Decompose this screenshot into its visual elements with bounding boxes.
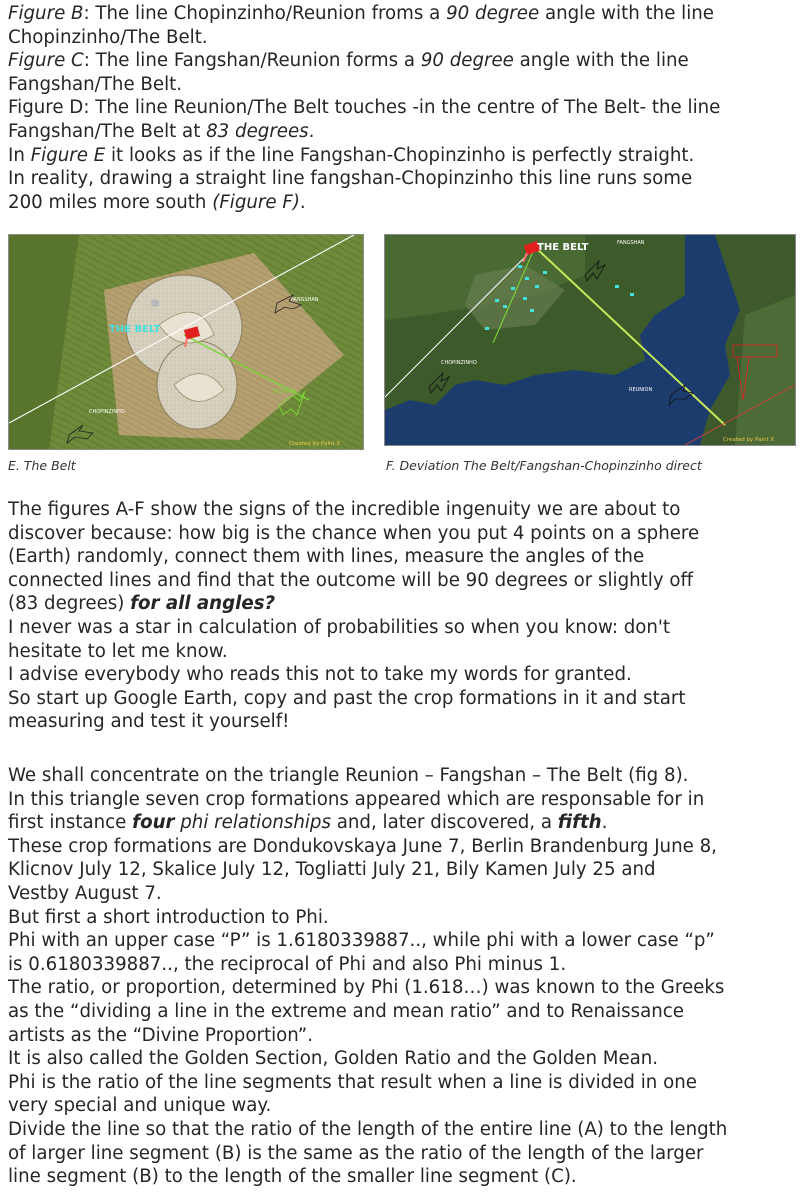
triangle-line-3: first instance four phi relationships and, later discovered, a fifth. — [8, 812, 608, 834]
intro-line-9: 200 miles more south (Figure F). — [8, 191, 306, 213]
probability-line-1: The figures A-F show the signs of the incredible ingenuity we are about to — [8, 499, 681, 520]
fig-f-belt-label: THE BELT — [537, 242, 589, 253]
figure-f-caption: F. Deviation The Belt/Fangshan-Chopinzinho direct — [386, 458, 702, 473]
probability-line-2: discover because: how big is the chance when you put 4 points on a sphere — [8, 522, 700, 544]
triangle-line-6: Vestby August 7. — [8, 882, 162, 904]
triangle-line-1: We shall concentrate on the triangle Reunion – Fangshan – The Belt (fig 8). — [8, 765, 689, 786]
intro-line-6: Fangshan/The Belt at 83 degrees. — [8, 120, 315, 142]
triangle-line-13: It is also called the Golden Section, Golden Ratio and the Golden Mean. — [8, 1048, 659, 1070]
intro-line-4: Fangshan/The Belt. — [8, 73, 183, 95]
fig-e-fangshan-label: FANGSHAN — [291, 297, 319, 303]
probability-paragraph — [8, 498, 796, 734]
fig-e-reunion-label: REUNION — [273, 389, 297, 395]
fig-f-reunion-label: REUNION — [629, 387, 653, 393]
triangle-phi-paragraph — [8, 764, 796, 1189]
triangle-line-5: Klicnov July 12, Skalice July 12, Togliatti July 21, Bily Kamen July 25 and — [8, 859, 656, 881]
probability-line-5: (83 degrees) for all angles? — [8, 593, 276, 615]
crop-formation-illustration — [9, 235, 363, 449]
probability-line-9: So start up Google Earth, copy and past the crop formations in it and start — [8, 687, 686, 709]
intro-line-2: Chopinzinho/The Belt. — [8, 26, 208, 48]
intro-line-3: Figure C: The line Fangshan/Reunion forms a 90 degree angle with the line — [8, 50, 689, 72]
probability-line-8: I advise everybody who reads this not to take my words for granted. — [8, 664, 632, 686]
intro-line-1: Figure B: The line Chopinzinho/Reunion froms a 90 degree angle with the line — [8, 3, 714, 24]
figure-e-crop-formation-image — [8, 234, 364, 450]
probability-line-3: (Earth) randomly, connect them with lines, measure the angles of the — [8, 546, 645, 568]
triangle-line-17: of larger line segment (B) is the same as the ratio of the length of the larger — [8, 1142, 704, 1164]
triangle-line-18: line segment (B) to the length of the smaller line segment (C). — [8, 1166, 577, 1188]
fig-e-credit: Created by Paint X — [289, 441, 341, 447]
triangle-line-16: Divide the line so that the ratio of the length of the entire line (A) to the length — [8, 1118, 728, 1140]
map-illustration — [385, 235, 795, 445]
intro-line-7: In Figure E it looks as if the line Fangshan-Chopinzinho is perfectly straight. — [8, 144, 695, 166]
figure-e-caption: E. The Belt — [8, 458, 76, 473]
intro-line-8: In reality, drawing a straight line fangshan-Chopinzinho this line runs some — [8, 168, 693, 190]
triangle-line-14: Phi is the ratio of the line segments that result when a line is divided in one — [8, 1071, 697, 1093]
probability-line-6: I never was a star in calculation of probabilities so when you know: don't — [8, 616, 671, 638]
triangle-line-2: In this triangle seven crop formations appeared which are responsable for in — [8, 788, 705, 810]
fig-f-chopinzinho-label: CHOPINZINHO — [441, 360, 477, 366]
triangle-line-7: But first a short introduction to Phi. — [8, 906, 329, 928]
probability-line-10: measuring and test it yourself! — [8, 711, 290, 733]
fig-f-credit: Created by Paint X — [723, 437, 775, 443]
figure-f-satellite-map — [384, 234, 796, 446]
triangle-line-12: artists as the “Divine Proportion”. — [8, 1024, 313, 1046]
intro-line-5: Figure D: The line Reunion/The Belt touches -in the centre of The Belt- the line — [8, 97, 721, 119]
triangle-line-4: These crop formations are Dondukovskaya June 7, Berlin Brandenburg June 8, — [8, 835, 717, 857]
intro-paragraph — [8, 2, 796, 214]
fig-e-chopinzinho-label: CHOPINZINHO — [89, 409, 125, 415]
fig-f-fangshan-label: FANGSHAN — [617, 240, 645, 246]
triangle-line-15: very special and unique way. — [8, 1095, 272, 1117]
fig-e-belt-label: THE BELT — [109, 324, 161, 335]
probability-line-4: connected lines and find that the outcome will be 90 degrees or slightly off — [8, 569, 694, 591]
triangle-line-9: is 0.6180339887.., the reciprocal of Phi and also Phi minus 1. — [8, 953, 567, 975]
triangle-line-11: as the “dividing a line in the extreme and mean ratio” and to Renaissance — [8, 1000, 684, 1022]
triangle-line-10: The ratio, or proportion, determined by Phi (1.618…) was known to the Greeks — [8, 977, 725, 999]
probability-line-7: hesitate to let me know. — [8, 640, 228, 662]
triangle-line-8: Phi with an upper case “P” is 1.6180339887.., while phi with a lower case “p” — [8, 930, 715, 952]
